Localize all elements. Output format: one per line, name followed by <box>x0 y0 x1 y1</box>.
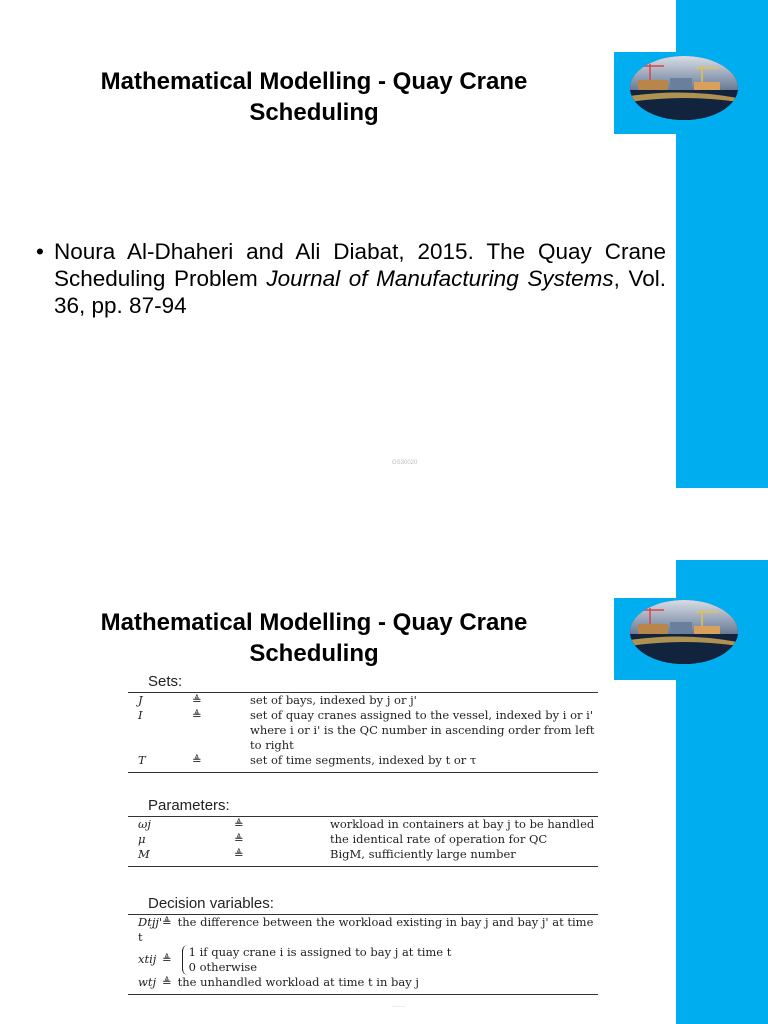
row-symbol: ωj <box>138 817 151 831</box>
row-defined-as: ≜ <box>234 847 244 861</box>
case-otherwise: 0 otherwise <box>188 960 258 974</box>
case-assigned: 1 if quay crane i is assigned to bay j at time t <box>188 945 452 959</box>
reference-volume: , Vol. 36, pp. 87-94 <box>54 266 666 318</box>
row-description: the identical rate of operation for QC <box>330 832 548 846</box>
table-row <box>128 708 598 753</box>
row-symbol: μ <box>138 832 146 846</box>
row-symbol: wtj <box>138 975 157 989</box>
slide-footer: GS30020 <box>392 460 418 466</box>
table-rule <box>128 772 598 773</box>
row-defined-as: ≜ <box>234 832 244 846</box>
row-defined-as: ≜ <box>192 693 202 707</box>
row-symbol: T <box>138 753 146 767</box>
decision-heading: Decision variables: <box>148 895 274 912</box>
table-row <box>128 753 598 768</box>
row-defined-as: ≜ <box>162 915 172 929</box>
table-row <box>128 817 598 832</box>
slide-2 <box>0 560 768 1024</box>
reference-journal: Journal of Manufacturing Systems <box>266 266 614 291</box>
row-description: the difference between the workload existing in bay j and bay j' at time t <box>138 915 594 944</box>
table-row <box>128 847 598 862</box>
table-row <box>128 945 598 975</box>
row-symbol: M <box>138 847 150 861</box>
row-defined-as: ≜ <box>162 952 172 966</box>
decision-variables-table <box>128 896 598 995</box>
port-photo <box>630 600 738 664</box>
row-defined-as: ≜ <box>192 708 202 722</box>
port-photo-art <box>630 600 738 664</box>
parameters-heading: Parameters: <box>148 797 230 814</box>
reference-authors: Noura Al-Dhaheri and Ali Diabat, 2015. The Quay Crane Scheduling Problem <box>54 239 666 291</box>
sets-table <box>128 674 598 773</box>
reference-text <box>54 238 666 319</box>
row-defined-as: ≜ <box>234 817 244 831</box>
row-description: set of quay cranes assigned to the vessel, indexed by i or i' where i or i' is the QC number in ascending order from left to right <box>250 708 595 752</box>
slide-title: Mathematical Modelling - Quay Crane Scheduling <box>100 609 528 667</box>
table-row <box>128 693 598 708</box>
table-row <box>128 832 598 847</box>
reference-bullet <box>36 238 666 319</box>
slide-1 <box>0 0 768 488</box>
row-defined-as: ≜ <box>162 975 172 989</box>
port-photo-art <box>630 56 738 120</box>
parameters-table <box>128 798 598 867</box>
row-description: BigM, sufficiently large number <box>330 847 516 861</box>
bullet-dot: • <box>36 239 44 264</box>
table-rule <box>128 994 598 995</box>
row-description: set of bays, indexed by j or j' <box>250 693 417 707</box>
row-symbol: J <box>138 693 143 707</box>
row-defined-as: ≜ <box>192 753 202 767</box>
table-row <box>128 915 598 945</box>
row-description: set of time segments, indexed by t or τ <box>250 753 477 767</box>
port-photo <box>630 56 738 120</box>
row-symbol: Dtjj' <box>138 915 163 929</box>
row-symbol: xtij <box>138 952 157 966</box>
slide-title: Mathematical Modelling - Quay Crane Scheduling <box>100 68 528 126</box>
table-rule <box>128 866 598 867</box>
row-symbol: I <box>138 708 143 722</box>
sets-heading: Sets: <box>148 673 183 690</box>
row-description: the unhandled workload at time t in bay j <box>177 975 419 989</box>
row-description: workload in containers at bay j to be handled <box>330 817 595 831</box>
table-row <box>128 975 598 990</box>
slide-footer: ........ <box>392 1003 406 1009</box>
piecewise-cases <box>182 945 452 975</box>
